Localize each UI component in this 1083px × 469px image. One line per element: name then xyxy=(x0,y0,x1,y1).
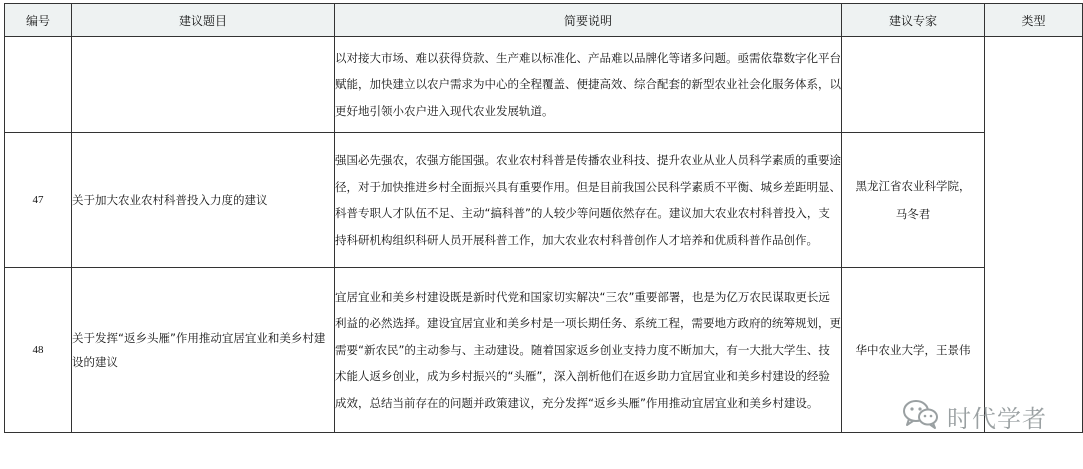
row-number: 48 xyxy=(5,268,72,433)
row-number: 47 xyxy=(5,133,72,268)
wechat-icon xyxy=(901,398,941,434)
row-description-text: 宜居宜业和美乡村建设既是新时代党和国家切实解决“三农”重要部署，也是为亿万农民谋取更长远利益的必然选择。建设宜居宜业和美乡村是一项长期任务、系统工程，需要地方政府的统筹规划，更需要“新农民”的主动参与、主动建设。随着国家返乡创业支持力度不断加大，有一大批大学生、技术能人返乡创业，成为乡村振兴的“头雁”，深入剖析他们在返乡助力宜居宜业和美乡村建设的经验成效，总结当前存在的问题并政策建议，充分发挥“返乡头雁”作用推动宜居宜业和美乡村建设。 xyxy=(335,289,841,410)
row-number xyxy=(5,37,72,133)
row-title xyxy=(72,37,335,133)
table-row xyxy=(5,133,1083,268)
row-expert-line2: 马冬君 xyxy=(895,207,931,221)
row-title: 关于发挥“返乡头雁”作用推动宜居宜业和美乡村建设的建议 xyxy=(72,268,335,433)
row-description-text: 强国必先强农，农强方能国强。农业农村科普是传播农业科技、提升农业从业人员科学素质的重要途径，对于加快推进乡村全面振兴具有重要作用。但是目前我国公民科学素质不平衡、城乡差距明显、科普专职人才队伍不足、主动“搞科普”的人较少等问题依然存在。建议加大农业农村科普投入，支持科研机构组织科研人员开展科普工作，加大农业农村科普创作人才培养和优质科普作品创作。 xyxy=(335,153,841,247)
row-description xyxy=(335,268,842,433)
header-num: 编号 xyxy=(5,4,72,37)
header-expert: 建议专家 xyxy=(842,4,985,37)
row-expert xyxy=(842,37,985,133)
row-expert-line1: 华中农业大学，王景伟 xyxy=(855,343,971,357)
row-expert xyxy=(842,133,985,268)
watermark xyxy=(901,398,1047,434)
header-desc: 简要说明 xyxy=(335,4,842,37)
type-cell xyxy=(985,37,1083,433)
header-type: 类型 xyxy=(985,4,1083,37)
row-description xyxy=(335,133,842,268)
proposal-table xyxy=(4,3,1083,433)
header-row xyxy=(5,4,1083,37)
row-title: 关于加大农业农村科普投入力度的建议 xyxy=(72,133,335,268)
watermark-text: 时代学者 xyxy=(947,404,1047,433)
table-row xyxy=(5,37,1083,133)
row-expert-line1: 黑龙江省农业科学院， xyxy=(855,179,971,193)
row-description xyxy=(335,37,842,133)
header-title: 建议题目 xyxy=(72,4,335,37)
row-description-text: 以对接大市场、难以获得贷款、生产难以标准化、产品难以品牌化等诸多问题。亟需依靠数字化平台赋能，加快建立以农户需求为中心的全程覆盖、便捷高效、综合配套的新型农业社会化服务体系，以更好地引领小农户进入现代农业发展轨道。 xyxy=(335,50,841,118)
